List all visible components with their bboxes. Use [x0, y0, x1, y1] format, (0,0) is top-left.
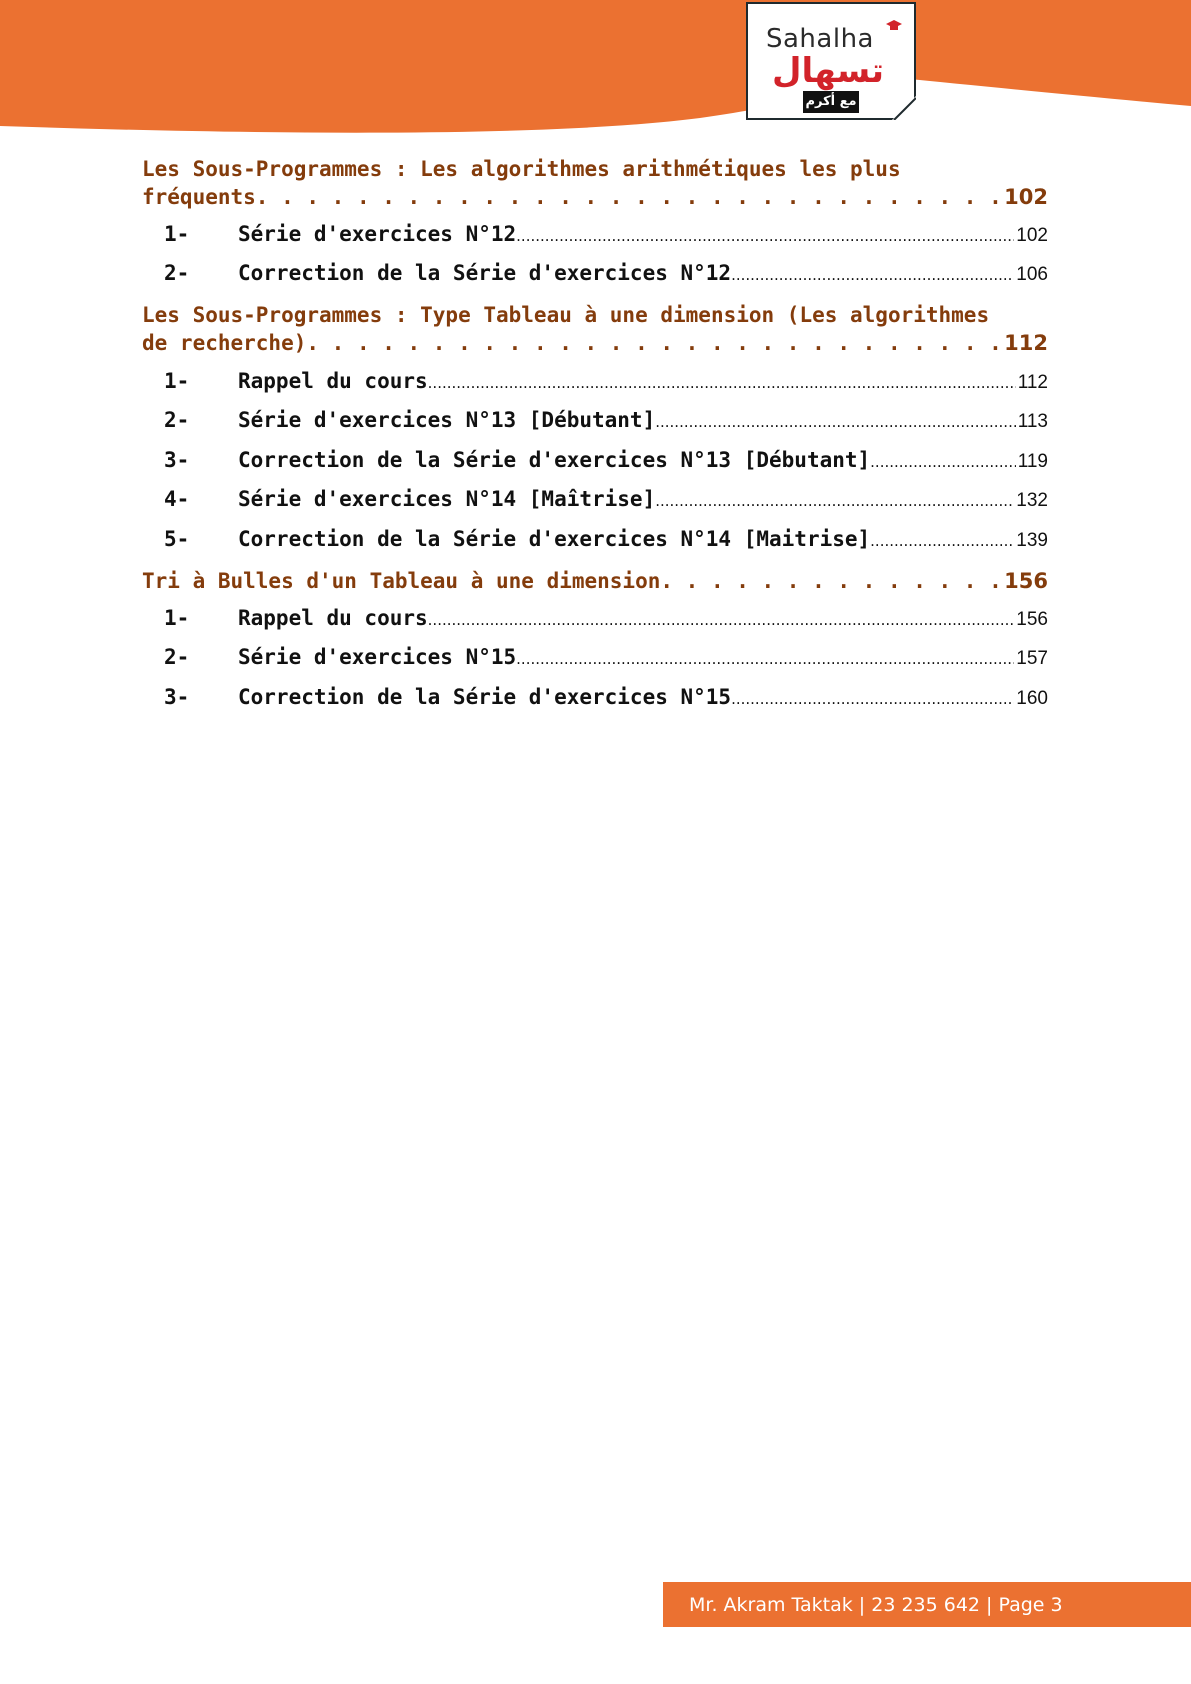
dot-leader	[870, 532, 1014, 550]
toc-entry[interactable]	[142, 408, 1048, 438]
page-curl-icon	[892, 96, 916, 120]
entry-number: 3-	[164, 448, 190, 472]
logo-latin-text: Sahalha	[766, 24, 874, 54]
chapter-page-number: 102	[1004, 185, 1048, 209]
graduation-cap-icon	[886, 20, 902, 32]
entry-page-number: 139	[1016, 530, 1048, 551]
chapter-title-line: Tri à Bulles d'un Tableau à une dimension	[142, 569, 661, 593]
entry-number: 1-	[164, 222, 190, 246]
chapter-page-number: 112	[1004, 331, 1048, 355]
toc-chapter[interactable]	[142, 155, 1048, 211]
chapter-title-line: Les Sous-Programmes : Type Tableau à une dimension (Les algorithmes	[142, 303, 990, 327]
dot-leader	[655, 413, 1015, 431]
entry-number: 4-	[164, 487, 190, 511]
entry-title: Rappel du cours	[238, 606, 428, 630]
dot-leader	[655, 492, 1014, 510]
toc-chapter[interactable]	[142, 301, 1048, 357]
toc-entry[interactable]	[142, 448, 1048, 478]
entry-number: 1-	[164, 606, 190, 630]
logo-arabic-text: تسهال	[772, 51, 885, 91]
entry-title: Série d'exercices N°14 [Maîtrise]	[238, 487, 656, 511]
dot-leader	[516, 227, 1014, 245]
entry-title: Série d'exercices N°15	[238, 645, 517, 669]
entry-title: Rappel du cours	[238, 369, 428, 393]
entry-title: Correction de la Série d'exercices N°15	[238, 685, 732, 709]
entry-title: Série d'exercices N°12	[238, 222, 517, 246]
logo-tag: مع أكرم	[803, 91, 859, 113]
entry-page-number: 113	[1017, 411, 1048, 432]
entry-page-number: 102	[1016, 225, 1048, 246]
toc-entry[interactable]	[142, 369, 1048, 399]
toc-chapter[interactable]	[142, 567, 1048, 595]
dot-leader	[731, 266, 1014, 284]
entry-number: 2-	[164, 645, 190, 669]
toc-entry[interactable]	[142, 527, 1048, 557]
toc-entry[interactable]	[142, 487, 1048, 517]
chapter-title-line: fréquents	[142, 185, 256, 209]
chapter-title-line: Les Sous-Programmes : Les algorithmes arithmétiques les plus	[142, 157, 901, 181]
dot-leader	[870, 453, 1016, 471]
toc-entry[interactable]	[142, 645, 1048, 675]
entry-page-number: 156	[1016, 609, 1048, 630]
entry-number: 3-	[164, 685, 190, 709]
entry-page-number: 112	[1017, 372, 1048, 393]
entry-title: Correction de la Série d'exercices N°14 [Maitrise]	[238, 527, 871, 551]
toc-entry[interactable]	[142, 222, 1048, 252]
entry-number: 2-	[164, 261, 190, 285]
header-wave	[0, 0, 1191, 140]
sahalha-logo	[746, 2, 916, 120]
entry-page-number: 157	[1016, 648, 1048, 669]
entry-title: Correction de la Série d'exercices N°13 [Débutant]	[238, 448, 871, 472]
dot-leader	[428, 611, 1015, 629]
dot-leader	[256, 183, 998, 211]
dot-leader	[306, 329, 998, 357]
entry-number: 1-	[164, 369, 190, 393]
dot-leader	[516, 650, 1014, 668]
dot-leader	[428, 374, 1016, 392]
toc-entry[interactable]	[142, 261, 1048, 291]
chapter-page-number: 156	[1004, 569, 1048, 593]
footer-text: Mr. Akram Taktak | 23 235 642 | Page 3	[689, 1593, 1063, 1616]
entry-page-number: 160	[1016, 688, 1048, 709]
entry-page-number: 106	[1016, 264, 1048, 285]
dot-leader	[660, 567, 998, 595]
chapter-title-line: de recherche)	[142, 331, 307, 355]
entry-number: 2-	[164, 408, 190, 432]
entry-title: Série d'exercices N°13 [Débutant]	[238, 408, 656, 432]
toc-entry[interactable]	[142, 685, 1048, 715]
entry-page-number: 132	[1016, 490, 1048, 511]
page-footer	[663, 1582, 1191, 1627]
entry-page-number: 119	[1017, 451, 1048, 472]
entry-title: Correction de la Série d'exercices N°12	[238, 261, 732, 285]
dot-leader	[731, 690, 1014, 708]
toc-entry[interactable]	[142, 606, 1048, 636]
entry-number: 5-	[164, 527, 190, 551]
